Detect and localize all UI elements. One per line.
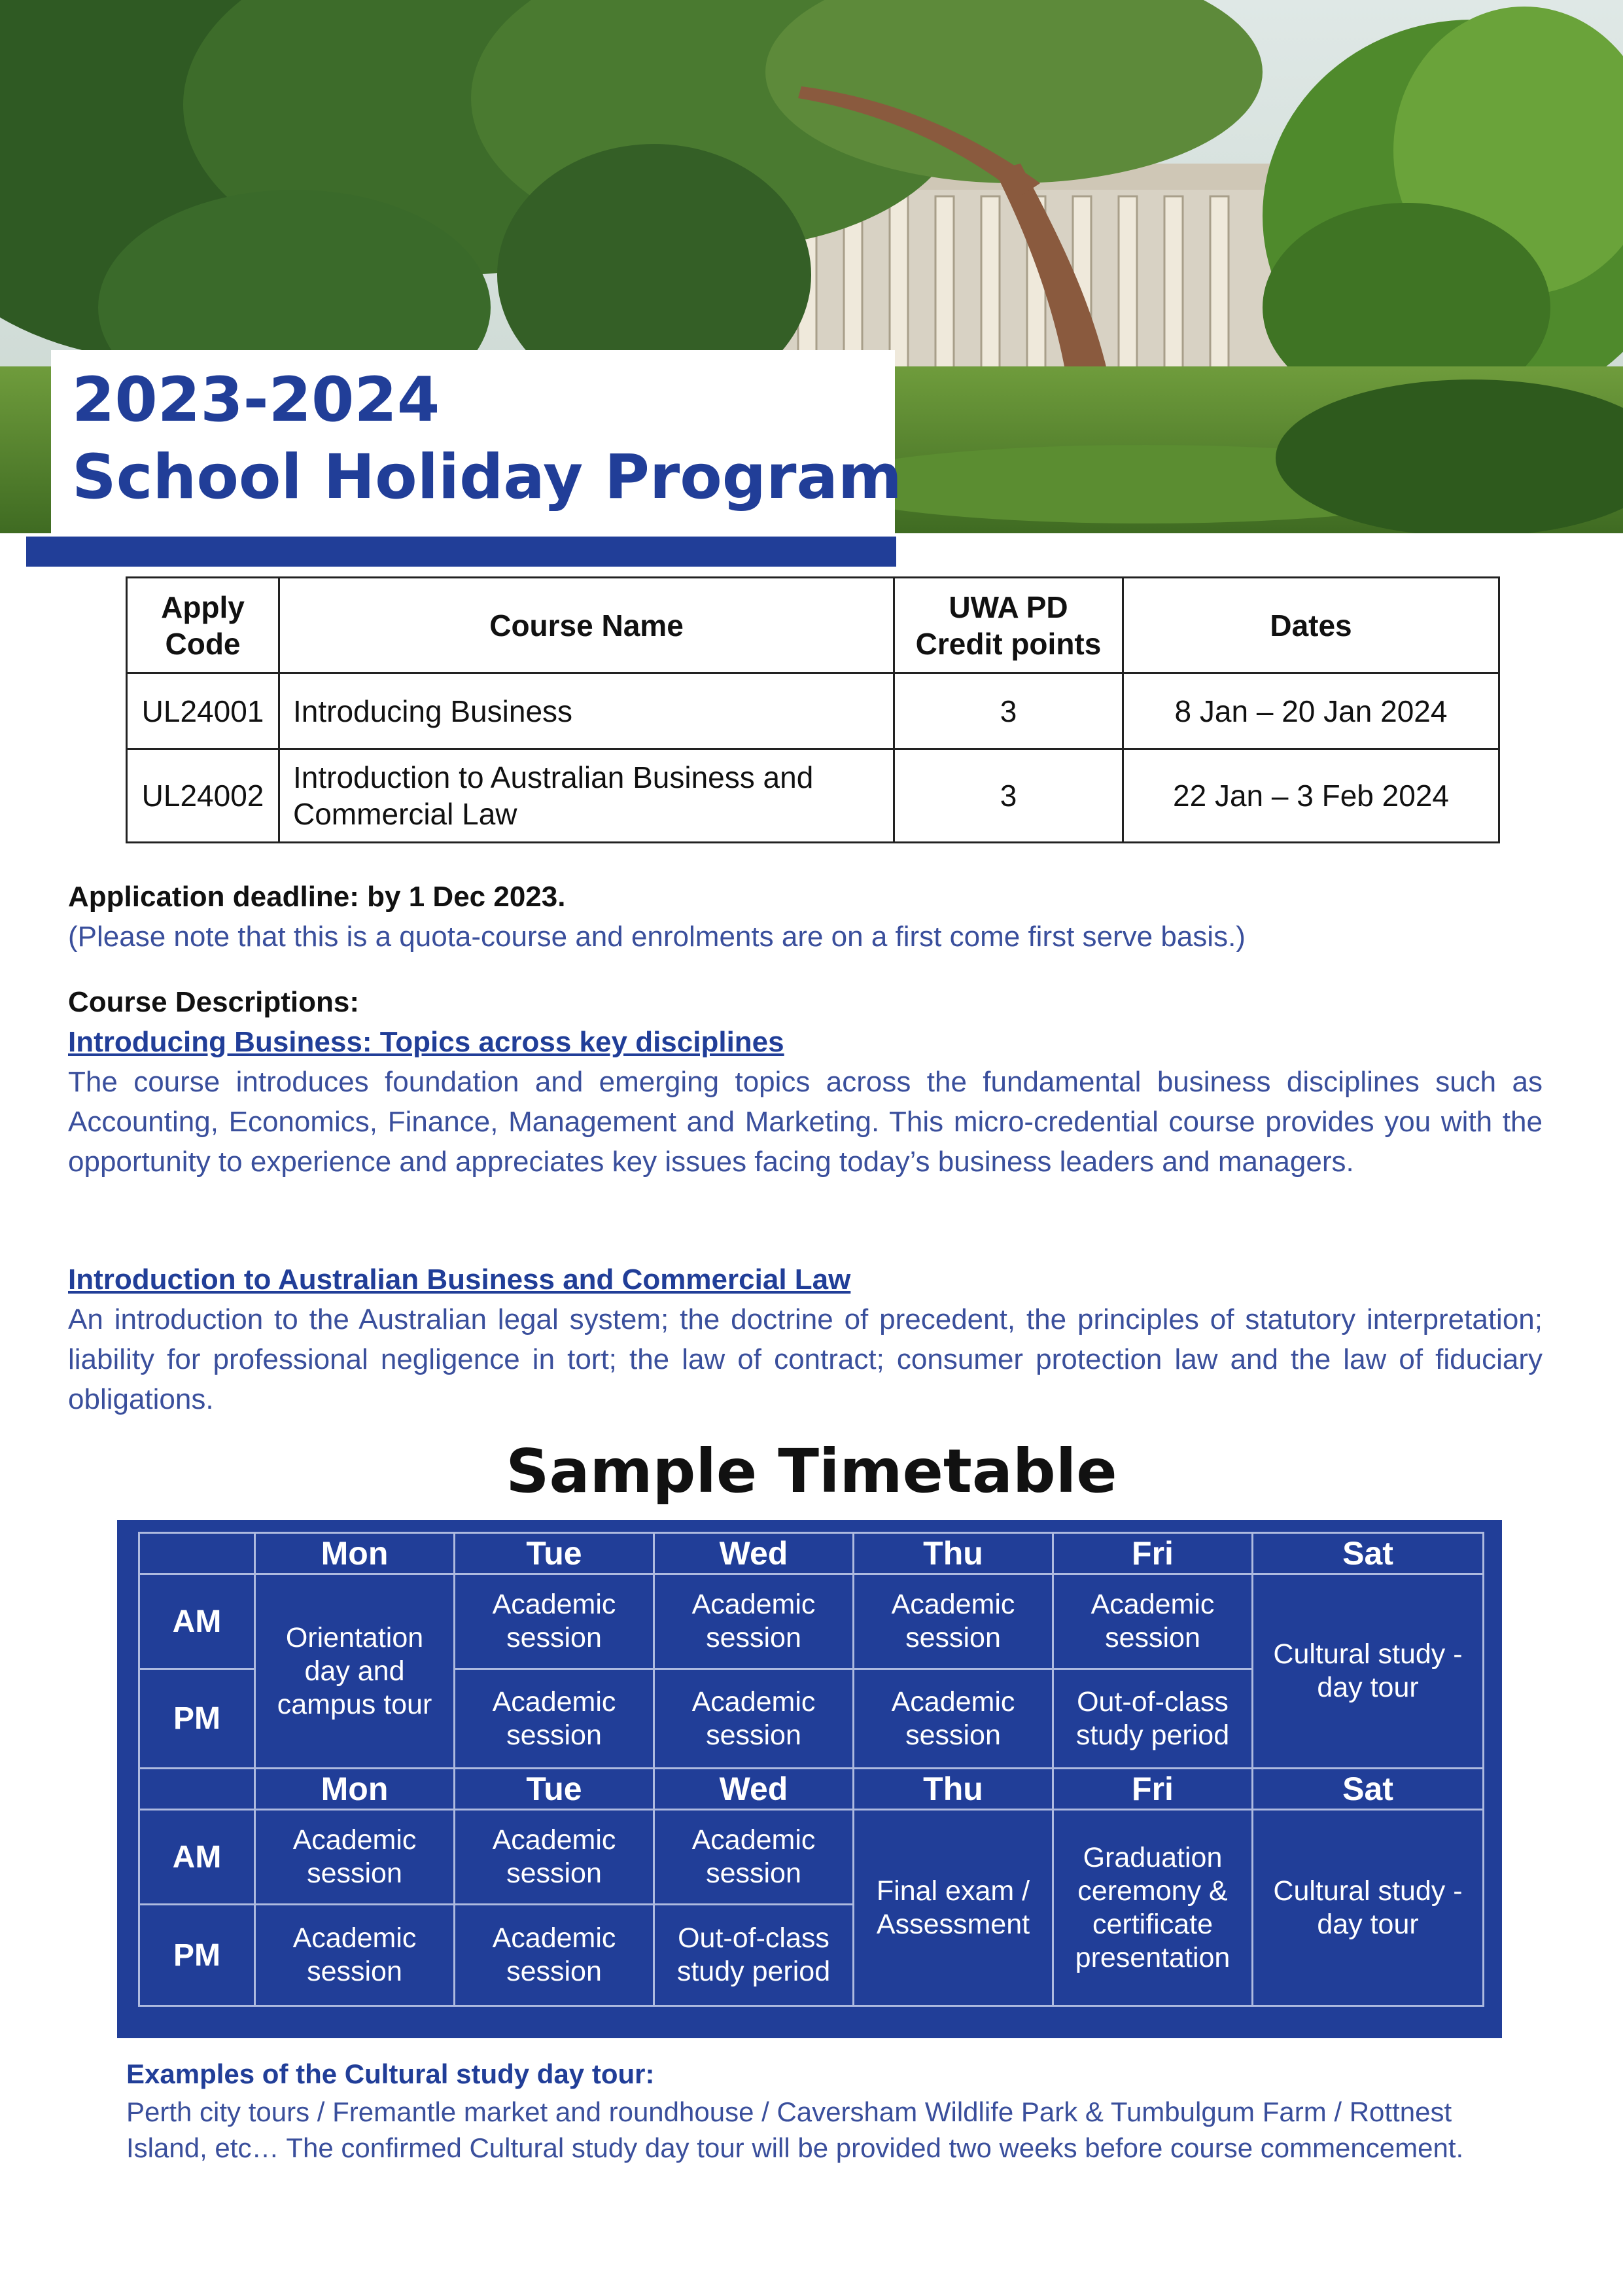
day-mon: Mon (255, 1533, 455, 1574)
week2-wed-pm: Out-of-class study period (654, 1905, 854, 2006)
cultural-tour-heading: Examples of the Cultural study day tour: (126, 2058, 655, 2089)
day-sat: Sat (1253, 1533, 1484, 1574)
course-title-law[interactable]: Introduction to Australian Business and Commercial Law (68, 1263, 851, 1296)
week1-wed-am: Academic session (654, 1574, 854, 1669)
slot-pm: PM (139, 1669, 255, 1769)
week1-tue-am: Academic session (455, 1574, 654, 1669)
course-credits: 3 (894, 749, 1123, 843)
table-row (127, 673, 1499, 749)
cultural-tour-text: Perth city tours / Fremantle market and roundhouse / Caversham Wildlife Park & Tumbulgum Farm / Rottnest Island, etc… The confirmed Cultural study day tour will be provided two weeks before course commencement. (126, 2096, 1464, 2163)
header-dates: Dates (1123, 578, 1499, 673)
day-fri: Fri (1053, 1533, 1253, 1574)
day-tue: Tue (455, 1769, 654, 1810)
header-apply-code: Apply Code (127, 578, 279, 673)
course-dates: 8 Jan – 20 Jan 2024 (1123, 673, 1499, 749)
day-fri: Fri (1053, 1769, 1253, 1810)
header-credit-points: UWA PD Credit points (894, 578, 1123, 673)
week1-wed-pm: Academic session (654, 1669, 854, 1769)
week2-mon-am: Academic session (255, 1810, 455, 1905)
course-description-business: The course introduces foundation and emerging topics across the fundamental business disciplines such as Accounting, Economics, Finance, Management and Marketing. This micro-credential course provides you with the opportunity to experience and appreciates key issues facing today’s business leaders and managers. (68, 1066, 1543, 1178)
quota-note: (Please note that this is a quota-course and enrolments are on a first come first serve basis.) (68, 921, 1246, 953)
week1-fri-am: Academic session (1053, 1574, 1253, 1669)
slot-am: AM (139, 1810, 255, 1905)
week1-thu-pm: Academic session (854, 1669, 1053, 1769)
timetable-day-header (139, 1769, 1484, 1810)
sample-timetable (138, 1532, 1484, 2007)
timetable-panel (117, 1520, 1502, 2038)
application-deadline: Application deadline: by 1 Dec 2023. (68, 881, 566, 913)
timetable-row-am (139, 1810, 1484, 1905)
course-title-business[interactable]: Introducing Business: Topics across key disciplines (68, 1026, 784, 1058)
title-year: 2023-2024 (72, 364, 440, 436)
day-thu: Thu (854, 1769, 1053, 1810)
course-credits: 3 (894, 673, 1123, 749)
descriptions-heading: Course Descriptions: (68, 986, 359, 1018)
slot-pm: PM (139, 1905, 255, 2006)
week2-mon-pm: Academic session (255, 1905, 455, 2006)
page-title: School Holiday Program (72, 442, 902, 513)
course-table (126, 576, 1500, 843)
course-code: UL24002 (127, 749, 279, 843)
week2-thu-cell: Final exam / Assessment (854, 1810, 1053, 2006)
day-sat: Sat (1253, 1769, 1484, 1810)
week1-tue-pm: Academic session (455, 1669, 654, 1769)
day-thu: Thu (854, 1533, 1053, 1574)
week1-fri-pm: Out-of-class study period (1053, 1669, 1253, 1769)
slot-am: AM (139, 1574, 255, 1669)
day-wed: Wed (654, 1533, 854, 1574)
week1-sat-cell: Cultural study - day tour (1253, 1574, 1484, 1769)
table-row (127, 749, 1499, 843)
header-course-name: Course Name (279, 578, 894, 673)
title-box (51, 350, 902, 540)
course-name: Introducing Business (279, 673, 894, 749)
week1-thu-am: Academic session (854, 1574, 1053, 1669)
timetable-day-header (139, 1533, 1484, 1574)
course-name: Introduction to Australian Business and Commercial Law (279, 749, 894, 843)
week2-fri-cell: Graduation ceremony & certificate presentation (1053, 1810, 1253, 2006)
course-code: UL24001 (127, 673, 279, 749)
title-accent-bar (26, 537, 896, 567)
timetable-heading: Sample Timetable (506, 1436, 1117, 1506)
day-tue: Tue (455, 1533, 654, 1574)
corner-cell (139, 1769, 255, 1810)
day-mon: Mon (255, 1769, 455, 1810)
week2-tue-pm: Academic session (455, 1905, 654, 2006)
course-dates: 22 Jan – 3 Feb 2024 (1123, 749, 1499, 843)
corner-cell (139, 1533, 255, 1574)
course-table-header (127, 578, 1499, 673)
week2-wed-am: Academic session (654, 1810, 854, 1905)
timetable-row-am (139, 1574, 1484, 1669)
week1-mon-cell: Orientation day and campus tour (255, 1574, 455, 1769)
day-wed: Wed (654, 1769, 854, 1810)
week2-tue-am: Academic session (455, 1810, 654, 1905)
week2-sat-cell: Cultural study - day tour (1253, 1810, 1484, 2006)
course-description-law: An introduction to the Australian legal system; the doctrine of precedent, the principles of statutory interpretation; liability for professional negligence in tort; the law of contract; consumer protection law and the law of fiduciary obligations. (68, 1303, 1543, 1415)
